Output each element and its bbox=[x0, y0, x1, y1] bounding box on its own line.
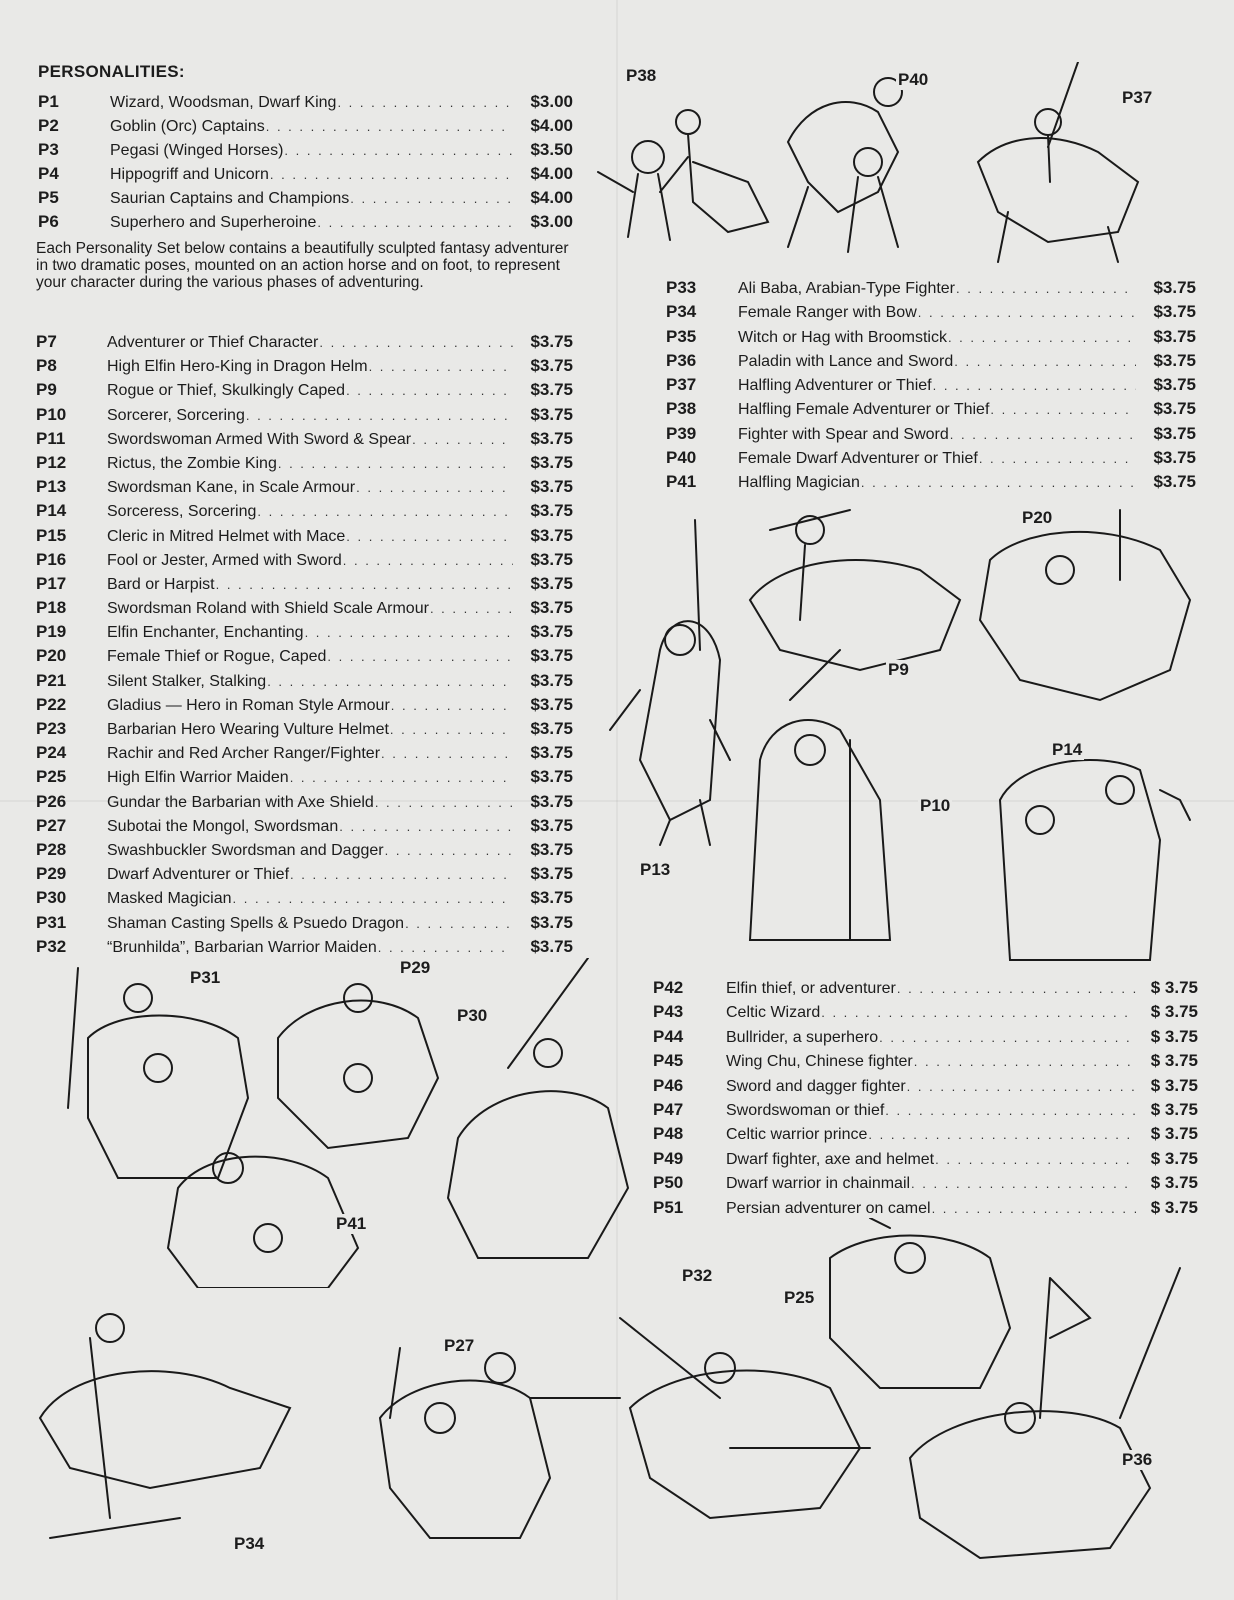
price-list-row bbox=[36, 671, 573, 695]
product-price: $3.75 bbox=[530, 525, 573, 545]
product-price: $ 3.75 bbox=[1150, 1051, 1198, 1071]
product-code: P13 bbox=[36, 477, 67, 497]
price-list-row bbox=[36, 453, 573, 477]
dot-leader bbox=[378, 940, 513, 955]
product-code: P10 bbox=[36, 404, 67, 424]
product-code: P12 bbox=[36, 452, 67, 472]
price-list-p42-p51 bbox=[653, 978, 1198, 1222]
price-list-row bbox=[666, 472, 1196, 496]
dot-leader bbox=[950, 427, 1136, 442]
price-list-row bbox=[653, 1124, 1198, 1148]
price-list-row bbox=[36, 646, 573, 670]
product-price: $ 3.75 bbox=[1150, 1197, 1198, 1217]
product-price: $ 3.75 bbox=[1150, 978, 1198, 997]
product-code: P1 bbox=[38, 92, 59, 111]
illustration-label-p14: P14 bbox=[1052, 740, 1083, 759]
price-list-row bbox=[36, 913, 573, 937]
product-description: Gundar the Barbarian with Axe Shield bbox=[107, 793, 374, 811]
product-code: P51 bbox=[653, 1197, 684, 1217]
product-price: $3.75 bbox=[530, 694, 573, 714]
product-code: P41 bbox=[666, 472, 697, 492]
product-code: P25 bbox=[36, 767, 67, 787]
price-list-row bbox=[36, 356, 573, 380]
price-list-row bbox=[36, 695, 573, 719]
price-list-row bbox=[666, 448, 1196, 472]
dot-leader bbox=[305, 625, 513, 640]
illustration-label-p32: P32 bbox=[682, 1266, 713, 1285]
product-code: P44 bbox=[653, 1026, 684, 1046]
dot-leader bbox=[270, 167, 513, 182]
illustration-label-p38: P38 bbox=[626, 66, 657, 85]
product-price: $3.75 bbox=[1153, 399, 1196, 419]
dot-leader bbox=[990, 402, 1136, 417]
dot-leader bbox=[346, 529, 513, 544]
dot-leader bbox=[327, 649, 513, 664]
product-price: $3.75 bbox=[530, 888, 573, 908]
illustration-label-p34: P34 bbox=[234, 1534, 265, 1553]
product-code: P42 bbox=[653, 978, 684, 997]
product-price: $3.75 bbox=[1153, 423, 1196, 443]
illustration-label-p40: P40 bbox=[898, 70, 929, 89]
price-list-row bbox=[36, 380, 573, 404]
illustration-label-p41: P41 bbox=[336, 1214, 367, 1233]
product-description: Saurian Captains and Champions bbox=[110, 190, 350, 207]
dot-leader bbox=[932, 1201, 1136, 1216]
product-price: $4.00 bbox=[530, 164, 573, 183]
product-code: P43 bbox=[653, 1002, 684, 1022]
price-list-row bbox=[666, 302, 1196, 326]
dot-leader bbox=[381, 746, 513, 761]
product-price: $3.75 bbox=[530, 839, 573, 859]
product-code: P20 bbox=[36, 646, 67, 666]
product-description: Swordswoman or thief bbox=[726, 1101, 885, 1119]
product-description: Celtic Wizard bbox=[726, 1004, 821, 1022]
price-list-row bbox=[38, 188, 573, 212]
product-price: $3.75 bbox=[530, 791, 573, 811]
dot-leader bbox=[375, 795, 513, 810]
product-code: P33 bbox=[666, 278, 697, 297]
product-price: $3.75 bbox=[530, 864, 573, 884]
product-code: P18 bbox=[36, 598, 67, 618]
product-code: P3 bbox=[38, 140, 59, 159]
product-price: $3.75 bbox=[530, 598, 573, 618]
intro-paragraph: Each Personality Set below contains a beautifully sculpted fantasy adventurer in two dramatic poses, mounted on an action horse and on foot, to represent your character during the various phases of adventuring. bbox=[36, 240, 569, 291]
product-description: Dwarf warrior in chainmail bbox=[726, 1175, 911, 1193]
product-description: Adventurer or Thief Character bbox=[107, 334, 319, 351]
dot-leader bbox=[267, 674, 513, 689]
product-description: Swordsman Kane, in Scale Armour bbox=[107, 479, 356, 497]
dot-leader bbox=[290, 867, 513, 882]
price-list-row bbox=[653, 1076, 1198, 1100]
price-list-p33-p41 bbox=[666, 278, 1196, 497]
price-list-row bbox=[36, 405, 573, 429]
product-code: P30 bbox=[36, 888, 67, 908]
product-description: Sword and dagger fighter bbox=[726, 1077, 906, 1095]
product-description: Superhero and Superheroine bbox=[110, 214, 317, 231]
product-description: Paladin with Lance and Sword bbox=[738, 352, 954, 370]
product-price: $3.75 bbox=[530, 356, 573, 376]
product-description: Swordswoman Armed With Sword & Spear bbox=[107, 430, 412, 448]
product-description: Rictus, the Zombie King bbox=[107, 454, 277, 472]
price-list-row bbox=[38, 212, 573, 236]
product-price: $ 3.75 bbox=[1150, 1026, 1198, 1046]
product-price: $3.75 bbox=[1153, 302, 1196, 322]
product-description: Celtic warrior prince bbox=[726, 1126, 868, 1144]
product-description: Bullrider, a superhero bbox=[726, 1028, 879, 1046]
product-description: Gladius — Hero in Roman Style Armour bbox=[107, 696, 390, 714]
product-code: P47 bbox=[653, 1099, 684, 1119]
illustration-label-p37: P37 bbox=[1122, 88, 1153, 107]
dot-leader bbox=[343, 553, 513, 568]
product-description: Ali Baba, Arabian-Type Fighter bbox=[738, 280, 956, 297]
product-price: $3.75 bbox=[530, 646, 573, 666]
dot-leader bbox=[956, 281, 1136, 296]
illustration-label-p9: P9 bbox=[888, 660, 909, 679]
product-description: Fighter with Spear and Sword bbox=[738, 425, 949, 443]
line-art-figures-icon bbox=[600, 500, 1210, 970]
dot-leader bbox=[430, 601, 513, 616]
illustration-label-p29: P29 bbox=[400, 958, 431, 977]
dot-leader bbox=[885, 1103, 1136, 1118]
price-list-personality-sets bbox=[36, 332, 573, 961]
price-list-row bbox=[666, 424, 1196, 448]
line-art-figures-icon bbox=[30, 1218, 1210, 1590]
price-list-row bbox=[36, 888, 573, 912]
product-code: P50 bbox=[653, 1173, 684, 1193]
product-description: Barbarian Hero Wearing Vulture Helmet bbox=[107, 721, 389, 738]
product-price: $3.75 bbox=[530, 719, 573, 738]
dot-leader bbox=[861, 475, 1136, 490]
dot-leader bbox=[317, 215, 513, 230]
section-title: PERSONALITIES: bbox=[38, 62, 185, 81]
price-list-row bbox=[36, 816, 573, 840]
product-price: $3.75 bbox=[530, 428, 573, 448]
product-code: P16 bbox=[36, 549, 67, 569]
product-price: $3.75 bbox=[1153, 472, 1196, 492]
illustration-label-p31: P31 bbox=[190, 968, 221, 987]
product-description: Hippogriff and Unicorn bbox=[110, 166, 269, 183]
product-description: Female Ranger with Bow bbox=[738, 304, 917, 322]
illustration-group-p9-p10-p13-p14-p20 bbox=[600, 500, 1210, 970]
product-code: P8 bbox=[36, 356, 57, 376]
price-list-row bbox=[38, 92, 573, 116]
product-description: Silent Stalker, Stalking bbox=[107, 672, 267, 690]
product-code: P2 bbox=[38, 116, 59, 135]
product-description: Cleric in Mitred Helmet with Mace bbox=[107, 527, 346, 545]
product-price: $3.75 bbox=[530, 767, 573, 787]
price-list-row bbox=[36, 501, 573, 525]
product-description: Masked Magician bbox=[107, 890, 232, 908]
product-description: High Elfin Warrior Maiden bbox=[107, 769, 289, 787]
product-price: $3.75 bbox=[1153, 448, 1196, 468]
product-description: Swashbuckler Swordsman and Dagger bbox=[107, 841, 384, 859]
dot-leader bbox=[385, 843, 513, 858]
product-code: P6 bbox=[38, 212, 59, 231]
price-list-personalities bbox=[38, 92, 573, 236]
price-list-row bbox=[653, 978, 1198, 1002]
product-price: $3.00 bbox=[530, 92, 573, 111]
dot-leader bbox=[933, 378, 1136, 393]
dot-leader bbox=[369, 359, 513, 374]
product-description: Sorcerer, Sorcering bbox=[107, 406, 245, 424]
dot-leader bbox=[897, 981, 1136, 996]
dot-leader bbox=[948, 330, 1136, 345]
product-price: $4.00 bbox=[530, 116, 573, 135]
dot-leader bbox=[319, 335, 513, 350]
dot-leader bbox=[979, 451, 1136, 466]
dot-leader bbox=[412, 432, 513, 447]
product-price: $3.75 bbox=[530, 404, 573, 424]
product-code: P40 bbox=[666, 448, 697, 468]
illustration-label-p27: P27 bbox=[444, 1336, 475, 1355]
price-list-row bbox=[653, 1149, 1198, 1173]
illustration-label-p25: P25 bbox=[784, 1288, 815, 1307]
product-description: Wizard, Woodsman, Dwarf King bbox=[110, 94, 337, 111]
price-list-row bbox=[36, 840, 573, 864]
product-description: Pegasi (Winged Horses) bbox=[110, 142, 284, 159]
product-code: P5 bbox=[38, 188, 59, 207]
dot-leader bbox=[278, 456, 513, 471]
product-description: Dwarf Adventurer or Thief bbox=[107, 866, 290, 884]
product-price: $3.75 bbox=[530, 912, 573, 932]
product-code: P38 bbox=[666, 399, 697, 419]
dot-leader bbox=[257, 504, 513, 519]
product-code: P26 bbox=[36, 791, 67, 811]
product-price: $ 3.75 bbox=[1150, 1002, 1198, 1022]
price-list-row bbox=[36, 864, 573, 888]
price-list-row bbox=[38, 140, 573, 164]
dot-leader bbox=[216, 577, 513, 592]
dot-leader bbox=[337, 95, 513, 110]
dot-leader bbox=[266, 119, 513, 134]
product-description: Goblin (Orc) Captains bbox=[110, 118, 265, 135]
product-description: Halfling Magician bbox=[738, 474, 860, 492]
product-code: P17 bbox=[36, 573, 67, 593]
product-code: P29 bbox=[36, 864, 67, 884]
price-list-row bbox=[38, 164, 573, 188]
product-code: P24 bbox=[36, 743, 67, 763]
dot-leader bbox=[246, 408, 513, 423]
price-list-row bbox=[36, 622, 573, 646]
price-list-row bbox=[36, 477, 573, 501]
product-code: P46 bbox=[653, 1075, 684, 1095]
product-price: $ 3.75 bbox=[1150, 1124, 1198, 1144]
illustration-group-p38-p40-p37 bbox=[578, 62, 1178, 272]
dot-leader bbox=[233, 891, 514, 906]
price-list-row bbox=[653, 1173, 1198, 1197]
price-list-row bbox=[653, 1100, 1198, 1124]
product-price: $3.75 bbox=[1153, 326, 1196, 346]
product-description: Female Thief or Rogue, Caped bbox=[107, 648, 327, 666]
dot-leader bbox=[356, 480, 513, 495]
price-list-row bbox=[36, 719, 573, 743]
dot-leader bbox=[918, 305, 1136, 320]
product-description: Female Dwarf Adventurer or Thief bbox=[738, 450, 978, 468]
dot-leader bbox=[914, 1054, 1136, 1069]
product-price: $3.75 bbox=[530, 573, 573, 593]
product-description: Sorceress, Sorcering bbox=[107, 503, 257, 521]
product-code: P48 bbox=[653, 1124, 684, 1144]
dot-leader bbox=[350, 191, 513, 206]
dot-leader bbox=[879, 1030, 1136, 1045]
product-code: P31 bbox=[36, 912, 67, 932]
product-code: P22 bbox=[36, 694, 67, 714]
product-description: Wing Chu, Chinese fighter bbox=[726, 1053, 913, 1071]
price-list-row bbox=[666, 327, 1196, 351]
dot-leader bbox=[954, 354, 1136, 369]
product-description: Dwarf fighter, axe and helmet bbox=[726, 1150, 935, 1168]
price-list-row bbox=[38, 116, 573, 140]
illustration-label-p13: P13 bbox=[640, 860, 671, 879]
price-list-row bbox=[36, 792, 573, 816]
product-price: $3.75 bbox=[1153, 350, 1196, 370]
product-description: Shaman Casting Spells & Psuedo Dragon bbox=[107, 914, 405, 932]
product-price: $ 3.75 bbox=[1150, 1099, 1198, 1119]
dot-leader bbox=[868, 1127, 1136, 1142]
product-code: P35 bbox=[666, 326, 697, 346]
dot-leader bbox=[911, 1176, 1136, 1191]
dot-leader bbox=[284, 143, 513, 158]
dot-leader bbox=[339, 819, 513, 834]
product-price: $3.75 bbox=[530, 452, 573, 472]
product-description: Elfin Enchanter, Enchanting bbox=[107, 624, 304, 642]
product-description: Persian adventurer on camel bbox=[726, 1199, 931, 1217]
dot-leader bbox=[391, 698, 513, 713]
dot-leader bbox=[390, 722, 513, 737]
product-code: P45 bbox=[653, 1051, 684, 1071]
product-code: P28 bbox=[36, 839, 67, 859]
product-description: Swordsman Roland with Shield Scale Armour bbox=[107, 600, 429, 618]
product-price: $3.75 bbox=[530, 549, 573, 569]
product-description: Rachir and Red Archer Ranger/Fighter bbox=[107, 745, 381, 763]
illustration-label-p36: P36 bbox=[1122, 1450, 1153, 1469]
product-description: High Elfin Hero-King in Dragon Helm bbox=[107, 358, 368, 376]
product-price: $3.75 bbox=[530, 380, 573, 400]
product-price: $3.00 bbox=[530, 212, 573, 231]
price-list-row bbox=[666, 278, 1196, 302]
product-price: $3.75 bbox=[1153, 278, 1196, 297]
price-list-row bbox=[36, 598, 573, 622]
price-list-row bbox=[36, 526, 573, 550]
price-list-row bbox=[666, 351, 1196, 375]
dot-leader bbox=[821, 1005, 1136, 1020]
product-price: $3.75 bbox=[530, 332, 573, 351]
illustration-group-p25-p27-p32-p34-p36 bbox=[30, 1218, 1210, 1590]
product-price: $ 3.75 bbox=[1150, 1173, 1198, 1193]
dot-leader bbox=[405, 916, 513, 931]
product-description: Halfling Adventurer or Thief bbox=[738, 377, 932, 395]
product-code: P49 bbox=[653, 1148, 684, 1168]
product-code: P37 bbox=[666, 375, 697, 395]
product-code: P9 bbox=[36, 380, 57, 400]
price-list-row bbox=[666, 375, 1196, 399]
price-list-row bbox=[653, 1051, 1198, 1075]
product-price: $3.75 bbox=[530, 622, 573, 642]
product-code: P36 bbox=[666, 350, 697, 370]
price-list-row bbox=[36, 743, 573, 767]
dot-leader bbox=[935, 1152, 1136, 1167]
product-price: $4.00 bbox=[530, 188, 573, 207]
illustration-label-p20: P20 bbox=[1022, 508, 1053, 527]
product-code: P21 bbox=[36, 670, 67, 690]
product-code: P7 bbox=[36, 332, 57, 351]
product-code: P11 bbox=[36, 428, 66, 448]
product-description: “Brunhilda”, Barbarian Warrior Maiden bbox=[107, 938, 377, 956]
price-list-row bbox=[36, 574, 573, 598]
product-price: $3.50 bbox=[530, 140, 573, 159]
product-price: $3.75 bbox=[530, 743, 573, 763]
product-price: $3.75 bbox=[530, 815, 573, 835]
price-list-row bbox=[653, 1027, 1198, 1051]
price-list-row bbox=[666, 399, 1196, 423]
product-price: $3.75 bbox=[1153, 375, 1196, 395]
line-art-figures-icon bbox=[578, 62, 1178, 272]
price-list-row bbox=[653, 1002, 1198, 1026]
dot-leader bbox=[290, 770, 513, 785]
product-price: $ 3.75 bbox=[1150, 1075, 1198, 1095]
product-code: P4 bbox=[38, 164, 59, 183]
product-code: P34 bbox=[666, 302, 697, 322]
product-code: P27 bbox=[36, 815, 67, 835]
product-description: Witch or Hag with Broomstick bbox=[738, 328, 947, 346]
product-price: $3.75 bbox=[530, 670, 573, 690]
price-list-row bbox=[36, 550, 573, 574]
product-price: $ 3.75 bbox=[1150, 1148, 1198, 1168]
price-list-row bbox=[36, 332, 573, 356]
product-description: Fool or Jester, Armed with Sword bbox=[107, 551, 342, 569]
product-code: P32 bbox=[36, 936, 67, 956]
product-description: Rogue or Thief, Skulkingly Caped bbox=[107, 382, 346, 400]
dot-leader bbox=[346, 383, 513, 398]
product-price: $3.75 bbox=[530, 501, 573, 521]
illustration-label-p30: P30 bbox=[457, 1006, 488, 1025]
product-description: Elfin thief, or adventurer bbox=[726, 980, 896, 997]
product-description: Subotai the Mongol, Swordsman bbox=[107, 817, 339, 835]
product-code: P19 bbox=[36, 622, 67, 642]
dot-leader bbox=[907, 1079, 1136, 1094]
price-list-row bbox=[36, 767, 573, 791]
product-description: Bard or Harpist bbox=[107, 575, 215, 593]
product-code: P23 bbox=[36, 719, 67, 738]
illustration-label-p10: P10 bbox=[920, 796, 951, 815]
price-list-row bbox=[36, 429, 573, 453]
product-code: P15 bbox=[36, 525, 67, 545]
product-price: $3.75 bbox=[530, 936, 573, 956]
product-code: P39 bbox=[666, 423, 697, 443]
product-price: $3.75 bbox=[530, 477, 573, 497]
product-code: P14 bbox=[36, 501, 67, 521]
product-description: Halfling Female Adventurer or Thief bbox=[738, 401, 990, 419]
